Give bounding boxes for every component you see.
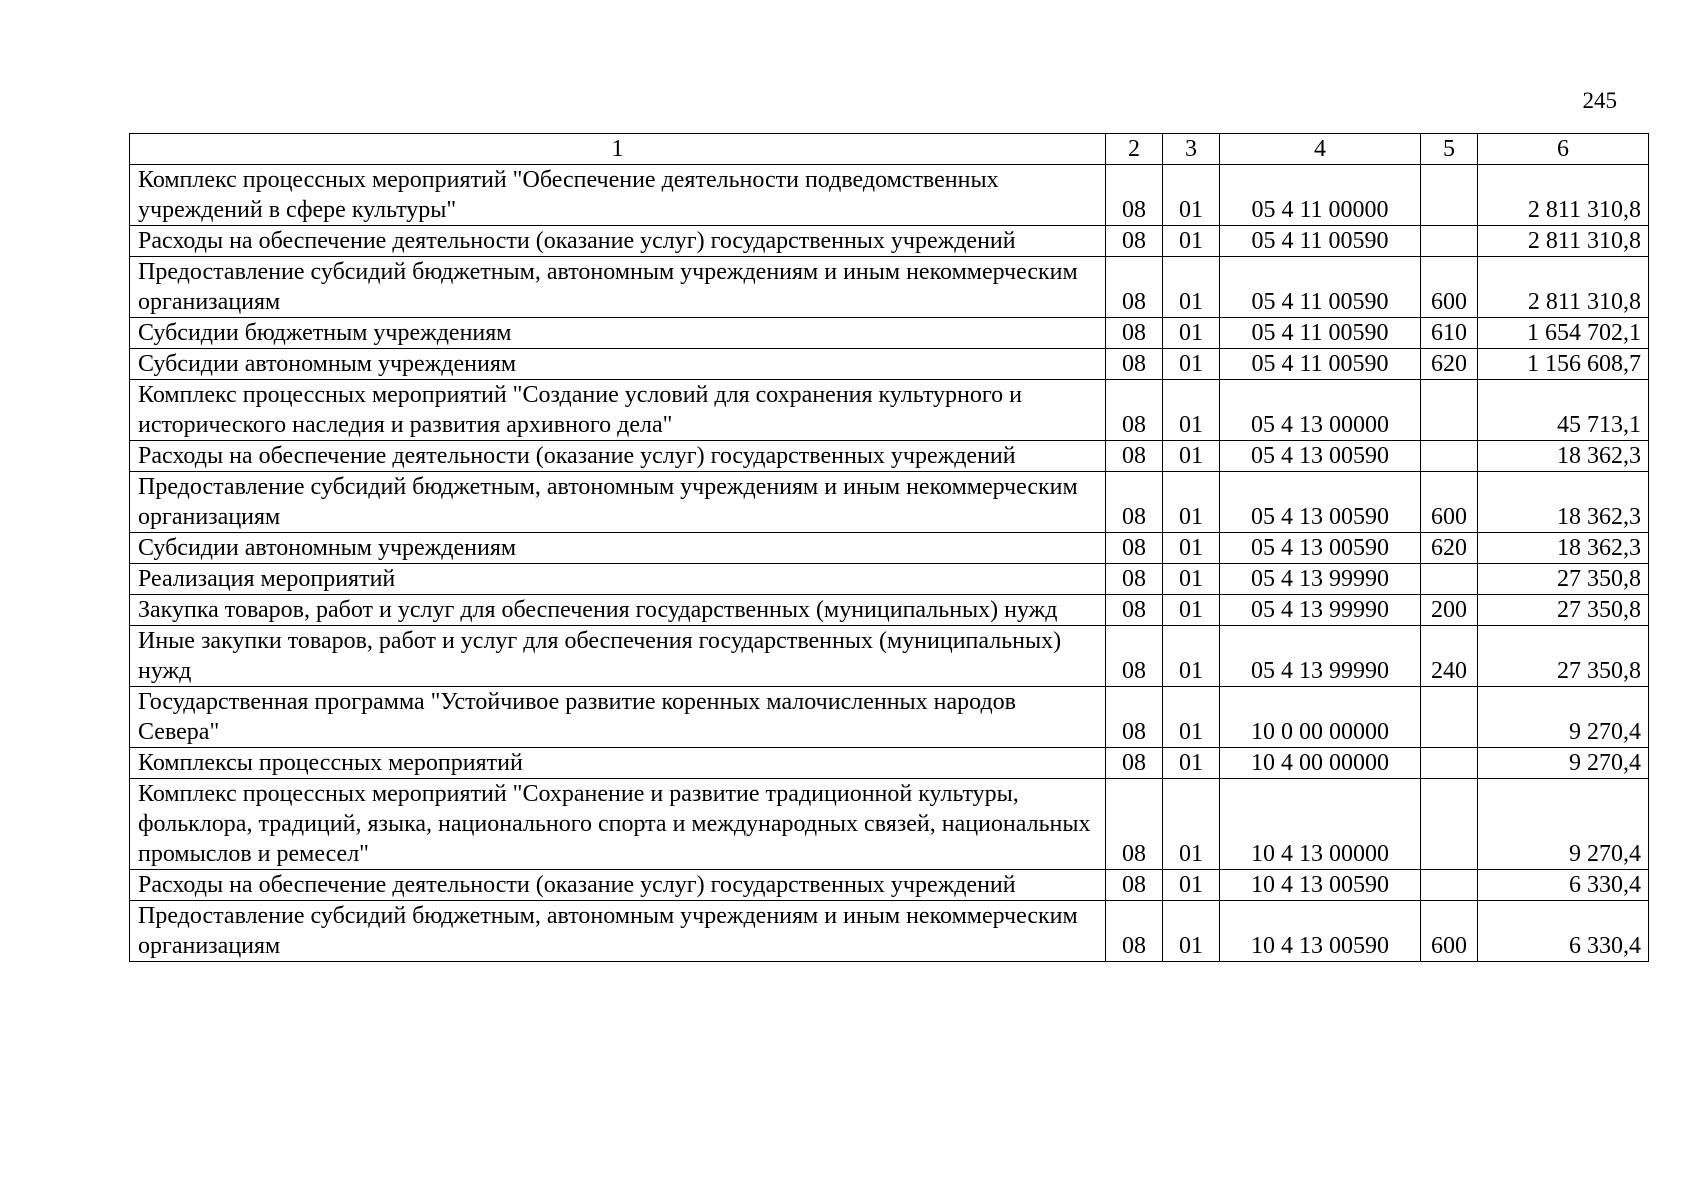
expense-type-code-cell: 620 [1421, 349, 1478, 380]
section-code-cell: 08 [1106, 564, 1163, 595]
table-row [130, 748, 1649, 779]
budget-table [129, 133, 1649, 962]
amount-cell: 6 330,4 [1478, 870, 1649, 901]
target-item-code-cell: 10 0 00 00000 [1220, 687, 1421, 748]
expense-type-code-cell [1421, 380, 1478, 441]
target-item-code-cell: 05 4 13 99990 [1220, 564, 1421, 595]
section-code-cell: 08 [1106, 687, 1163, 748]
table-row [130, 349, 1649, 380]
table-row [130, 870, 1649, 901]
target-item-code-cell: 05 4 11 00590 [1220, 318, 1421, 349]
subsection-code-cell: 01 [1163, 441, 1220, 472]
amount-cell: 2 811 310,8 [1478, 257, 1649, 318]
amount-cell: 18 362,3 [1478, 441, 1649, 472]
item-name-cell: Закупка товаров, работ и услуг для обеспечения государственных (муниципальных) нужд [130, 595, 1106, 626]
target-item-code-cell: 10 4 13 00000 [1220, 779, 1421, 870]
section-code-cell: 08 [1106, 626, 1163, 687]
section-code-cell: 08 [1106, 380, 1163, 441]
table-row [130, 257, 1649, 318]
column-header: 1 [130, 134, 1106, 165]
section-code-cell: 08 [1106, 779, 1163, 870]
target-item-code-cell: 10 4 13 00590 [1220, 870, 1421, 901]
expense-type-code-cell [1421, 748, 1478, 779]
amount-cell: 27 350,8 [1478, 595, 1649, 626]
table-row [130, 533, 1649, 564]
table-body [130, 165, 1649, 962]
subsection-code-cell: 01 [1163, 533, 1220, 564]
amount-cell: 2 811 310,8 [1478, 165, 1649, 226]
amount-cell: 1 654 702,1 [1478, 318, 1649, 349]
expense-type-code-cell [1421, 165, 1478, 226]
target-item-code-cell: 05 4 11 00000 [1220, 165, 1421, 226]
section-code-cell: 08 [1106, 472, 1163, 533]
target-item-code-cell: 05 4 13 99990 [1220, 626, 1421, 687]
table-header [130, 134, 1649, 165]
section-code-cell: 08 [1106, 318, 1163, 349]
table-row [130, 687, 1649, 748]
expense-type-code-cell [1421, 687, 1478, 748]
item-name-cell: Субсидии автономным учреждениям [130, 533, 1106, 564]
subsection-code-cell: 01 [1163, 779, 1220, 870]
subsection-code-cell: 01 [1163, 257, 1220, 318]
amount-cell: 1 156 608,7 [1478, 349, 1649, 380]
header-row [130, 134, 1649, 165]
amount-cell: 45 713,1 [1478, 380, 1649, 441]
section-code-cell: 08 [1106, 226, 1163, 257]
item-name-cell: Субсидии бюджетным учреждениям [130, 318, 1106, 349]
table-row [130, 226, 1649, 257]
section-code-cell: 08 [1106, 441, 1163, 472]
item-name-cell: Предоставление субсидий бюджетным, автономным учреждениям и иным некоммерческим организациям [130, 901, 1106, 962]
expense-type-code-cell [1421, 226, 1478, 257]
subsection-code-cell: 01 [1163, 870, 1220, 901]
target-item-code-cell: 05 4 13 00590 [1220, 472, 1421, 533]
expense-type-code-cell [1421, 870, 1478, 901]
column-header: 3 [1163, 134, 1220, 165]
section-code-cell: 08 [1106, 257, 1163, 318]
item-name-cell: Предоставление субсидий бюджетным, автономным учреждениям и иным некоммерческим организациям [130, 257, 1106, 318]
amount-cell: 2 811 310,8 [1478, 226, 1649, 257]
subsection-code-cell: 01 [1163, 687, 1220, 748]
section-code-cell: 08 [1106, 901, 1163, 962]
item-name-cell: Комплексы процессных мероприятий [130, 748, 1106, 779]
amount-cell: 9 270,4 [1478, 779, 1649, 870]
expense-type-code-cell [1421, 779, 1478, 870]
target-item-code-cell: 05 4 11 00590 [1220, 257, 1421, 318]
target-item-code-cell: 05 4 13 99990 [1220, 595, 1421, 626]
table-row [130, 779, 1649, 870]
target-item-code-cell: 05 4 11 00590 [1220, 349, 1421, 380]
subsection-code-cell: 01 [1163, 626, 1220, 687]
subsection-code-cell: 01 [1163, 901, 1220, 962]
subsection-code-cell: 01 [1163, 349, 1220, 380]
amount-cell: 18 362,3 [1478, 472, 1649, 533]
target-item-code-cell: 10 4 13 00590 [1220, 901, 1421, 962]
item-name-cell: Иные закупки товаров, работ и услуг для обеспечения государственных (муниципальных) нужд [130, 626, 1106, 687]
table-row [130, 626, 1649, 687]
subsection-code-cell: 01 [1163, 318, 1220, 349]
target-item-code-cell: 05 4 13 00000 [1220, 380, 1421, 441]
expense-type-code-cell: 200 [1421, 595, 1478, 626]
subsection-code-cell: 01 [1163, 380, 1220, 441]
table-row [130, 380, 1649, 441]
page-number: 245 [1582, 88, 1617, 113]
subsection-code-cell: 01 [1163, 595, 1220, 626]
expense-type-code-cell: 600 [1421, 472, 1478, 533]
amount-cell: 9 270,4 [1478, 687, 1649, 748]
expense-type-code-cell [1421, 441, 1478, 472]
amount-cell: 6 330,4 [1478, 901, 1649, 962]
section-code-cell: 08 [1106, 595, 1163, 626]
expense-type-code-cell: 620 [1421, 533, 1478, 564]
target-item-code-cell: 05 4 11 00590 [1220, 226, 1421, 257]
item-name-cell: Комплекс процессных мероприятий "Обеспечение деятельности подведомственных учреждений в сфере культуры" [130, 165, 1106, 226]
expense-type-code-cell: 600 [1421, 257, 1478, 318]
section-code-cell: 08 [1106, 165, 1163, 226]
section-code-cell: 08 [1106, 349, 1163, 380]
table-row [130, 564, 1649, 595]
item-name-cell: Расходы на обеспечение деятельности (оказание услуг) государственных учреждений [130, 226, 1106, 257]
item-name-cell: Предоставление субсидий бюджетным, автономным учреждениям и иным некоммерческим организациям [130, 472, 1106, 533]
amount-cell: 18 362,3 [1478, 533, 1649, 564]
section-code-cell: 08 [1106, 533, 1163, 564]
column-header: 4 [1220, 134, 1421, 165]
target-item-code-cell: 05 4 13 00590 [1220, 441, 1421, 472]
section-code-cell: 08 [1106, 748, 1163, 779]
expense-type-code-cell: 240 [1421, 626, 1478, 687]
expense-type-code-cell: 600 [1421, 901, 1478, 962]
item-name-cell: Комплекс процессных мероприятий "Сохранение и развитие традиционной культуры, фольклора, традиций, языка, национального спорта и международных связей, национальных промыслов и ремесел" [130, 779, 1106, 870]
subsection-code-cell: 01 [1163, 226, 1220, 257]
amount-cell: 27 350,8 [1478, 564, 1649, 595]
column-header: 2 [1106, 134, 1163, 165]
subsection-code-cell: 01 [1163, 748, 1220, 779]
expense-type-code-cell: 610 [1421, 318, 1478, 349]
table-row [130, 901, 1649, 962]
expense-type-code-cell [1421, 564, 1478, 595]
column-header: 6 [1478, 134, 1649, 165]
table-row [130, 165, 1649, 226]
item-name-cell: Расходы на обеспечение деятельности (оказание услуг) государственных учреждений [130, 870, 1106, 901]
subsection-code-cell: 01 [1163, 564, 1220, 595]
item-name-cell: Государственная программа "Устойчивое развитие коренных малочисленных народов Севера" [130, 687, 1106, 748]
amount-cell: 9 270,4 [1478, 748, 1649, 779]
section-code-cell: 08 [1106, 870, 1163, 901]
table-row [130, 318, 1649, 349]
subsection-code-cell: 01 [1163, 165, 1220, 226]
target-item-code-cell: 10 4 00 00000 [1220, 748, 1421, 779]
subsection-code-cell: 01 [1163, 472, 1220, 533]
target-item-code-cell: 05 4 13 00590 [1220, 533, 1421, 564]
column-header: 5 [1421, 134, 1478, 165]
item-name-cell: Комплекс процессных мероприятий "Создание условий для сохранения культурного и исторического наследия и развития архивного дела" [130, 380, 1106, 441]
table-row [130, 595, 1649, 626]
table-row [130, 472, 1649, 533]
item-name-cell: Субсидии автономным учреждениям [130, 349, 1106, 380]
item-name-cell: Реализация мероприятий [130, 564, 1106, 595]
amount-cell: 27 350,8 [1478, 626, 1649, 687]
table-row [130, 441, 1649, 472]
item-name-cell: Расходы на обеспечение деятельности (оказание услуг) государственных учреждений [130, 441, 1106, 472]
